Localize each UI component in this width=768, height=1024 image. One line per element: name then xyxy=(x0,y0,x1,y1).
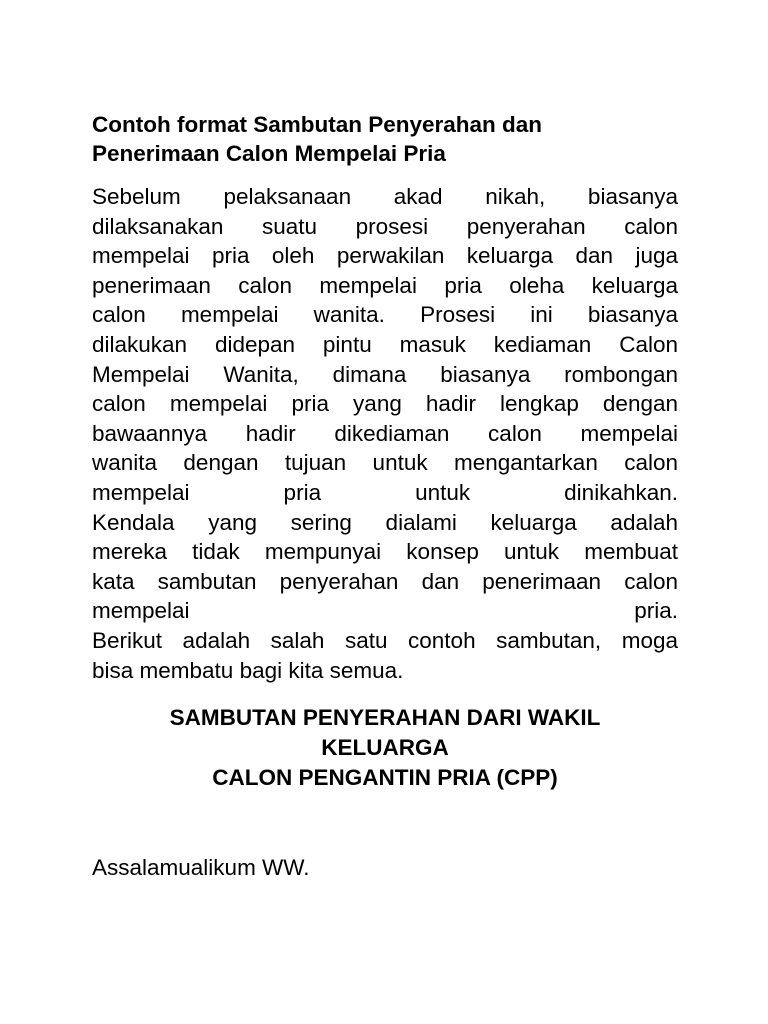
speech-heading-line-1: SAMBUTAN PENYERAHAN DARI WAKIL xyxy=(169,705,601,731)
speech-heading-line-3: CALON PENGANTIN PRIA (CPP) xyxy=(212,765,558,791)
body-line: mempelai pria untuk dinikahkan. xyxy=(92,479,678,505)
speech-heading-line-2: KELUARGA xyxy=(321,735,449,761)
body-line: Berikut adalah salah satu contoh sambutan, moga xyxy=(92,627,678,653)
body-line: mereka tidak mempunyai konsep untuk membuat xyxy=(92,539,678,565)
body-line: kata sambutan penyerahan dan penerimaan calon xyxy=(92,568,678,594)
title-line-1: Contoh format Sambutan Penyerahan dan xyxy=(92,112,543,137)
body-line: Mempelai Wanita, dimana biasanya rombongan xyxy=(92,361,678,387)
speech-heading xyxy=(92,703,678,793)
greeting-text: Assalamualikum WW. xyxy=(92,855,310,881)
body-line: dilaksanakan suatu prosesi penyerahan calon xyxy=(92,213,678,239)
body-line: mempelai pria oleh perwakilan keluarga dan juga xyxy=(92,243,678,269)
body-line: Sebelum pelaksanaan akad nikah, biasanya xyxy=(92,184,678,209)
body-line: dilakukan didepan pintu masuk kediaman Calon xyxy=(92,331,678,357)
body-line: bawaannya hadir dikediaman calon mempelai xyxy=(92,420,678,446)
body-line: penerimaan calon mempelai pria oleha keluarga xyxy=(92,272,678,298)
body-line: Kendala yang sering dialami keluarga adalah xyxy=(92,509,678,535)
body-line: wanita dengan tujuan untuk mengantarkan calon xyxy=(92,450,678,476)
body-line: bisa membatu bagi kita semua. xyxy=(92,657,404,683)
title-line-2: Penerimaan Calon Mempelai Pria xyxy=(92,141,446,166)
document-title xyxy=(92,110,678,168)
intro-paragraph xyxy=(92,182,678,685)
body-line: calon mempelai wanita. Prosesi ini biasanya xyxy=(92,302,678,328)
document-page xyxy=(92,110,678,883)
body-line: mempelai pria. xyxy=(92,598,678,624)
body-line: calon mempelai pria yang hadir lengkap dengan xyxy=(92,391,678,417)
